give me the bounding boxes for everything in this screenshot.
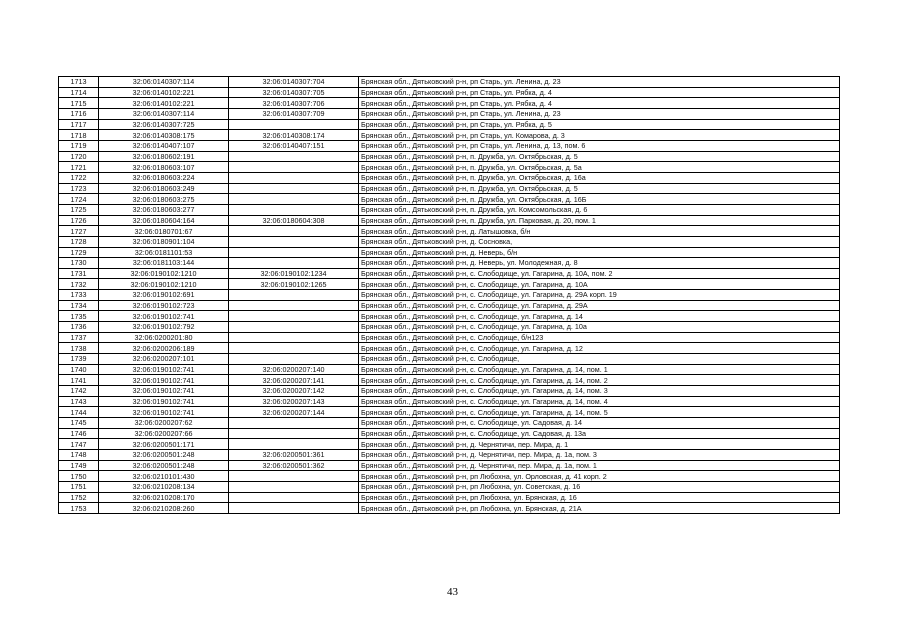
land-cadastral-number-cell: 32:06:0180701:67 bbox=[99, 226, 229, 237]
land-cadastral-number-cell: 32:06:0140407:107 bbox=[99, 140, 229, 151]
land-cadastral-number-cell: 32:06:0200207:101 bbox=[99, 354, 229, 365]
object-cadastral-number-cell bbox=[229, 492, 359, 503]
row-number-cell: 1732 bbox=[59, 279, 99, 290]
object-cadastral-number-cell bbox=[229, 322, 359, 333]
object-cadastral-number-cell bbox=[229, 162, 359, 173]
row-number-cell: 1746 bbox=[59, 428, 99, 439]
land-cadastral-number-cell: 32:06:0190102:741 bbox=[99, 407, 229, 418]
address-cell: Брянская обл., Дятьковский р-н, д. Неверь, б/н bbox=[359, 247, 840, 258]
row-number-cell: 1744 bbox=[59, 407, 99, 418]
row-number-cell: 1734 bbox=[59, 300, 99, 311]
object-cadastral-number-cell bbox=[229, 290, 359, 301]
table-row bbox=[59, 258, 840, 269]
land-cadastral-number-cell: 32:06:0190102:723 bbox=[99, 300, 229, 311]
object-cadastral-number-cell: 32:06:0140407:151 bbox=[229, 140, 359, 151]
table-row bbox=[59, 300, 840, 311]
table-row bbox=[59, 77, 840, 88]
row-number-cell: 1753 bbox=[59, 503, 99, 514]
row-number-cell: 1719 bbox=[59, 140, 99, 151]
row-number-cell: 1733 bbox=[59, 290, 99, 301]
land-cadastral-number-cell: 32:06:0180603:224 bbox=[99, 172, 229, 183]
object-cadastral-number-cell bbox=[229, 354, 359, 365]
table-row bbox=[59, 354, 840, 365]
land-cadastral-number-cell: 32:06:0190102:741 bbox=[99, 396, 229, 407]
address-cell: Брянская обл., Дятьковский р-н, рп Старь, ул. Комарова, д. 3 bbox=[359, 130, 840, 141]
table-row bbox=[59, 108, 840, 119]
land-cadastral-number-cell: 32:06:0180603:249 bbox=[99, 183, 229, 194]
object-cadastral-number-cell bbox=[229, 332, 359, 343]
table-row bbox=[59, 204, 840, 215]
land-cadastral-number-cell: 32:06:0200501:248 bbox=[99, 449, 229, 460]
row-number-cell: 1737 bbox=[59, 332, 99, 343]
object-cadastral-number-cell bbox=[229, 194, 359, 205]
address-cell: Брянская обл., Дятьковский р-н, с. Слободище, ул. Садовая, д. 13а bbox=[359, 428, 840, 439]
address-cell: Брянская обл., Дятьковский р-н, рп Старь, ул. Рябка, д. 4 bbox=[359, 87, 840, 98]
page-number: 43 bbox=[447, 586, 458, 598]
land-cadastral-number-cell: 32:06:0140307:114 bbox=[99, 108, 229, 119]
table-row bbox=[59, 364, 840, 375]
property-registry-table bbox=[58, 76, 840, 514]
object-cadastral-number-cell bbox=[229, 343, 359, 354]
table-row bbox=[59, 322, 840, 333]
object-cadastral-number-cell: 32:06:0140308:174 bbox=[229, 130, 359, 141]
address-cell: Брянская обл., Дятьковский р-н, рп Старь, ул. Ленина, д. 13, пом. 6 bbox=[359, 140, 840, 151]
row-number-cell: 1745 bbox=[59, 418, 99, 429]
table-row bbox=[59, 268, 840, 279]
object-cadastral-number-cell bbox=[229, 418, 359, 429]
table-row bbox=[59, 375, 840, 386]
table-row bbox=[59, 162, 840, 173]
table-row bbox=[59, 439, 840, 450]
address-cell: Брянская обл., Дятьковский р-н, д. Чернятичи, пер. Мира, д. 1а, пом. 1 bbox=[359, 460, 840, 471]
land-cadastral-number-cell: 32:06:0190102:741 bbox=[99, 386, 229, 397]
row-number-cell: 1731 bbox=[59, 268, 99, 279]
land-cadastral-number-cell: 32:06:0180604:164 bbox=[99, 215, 229, 226]
land-cadastral-number-cell: 32:06:0190102:1210 bbox=[99, 279, 229, 290]
land-cadastral-number-cell: 32:06:0140102:221 bbox=[99, 98, 229, 109]
row-number-cell: 1738 bbox=[59, 343, 99, 354]
land-cadastral-number-cell: 32:06:0200207:62 bbox=[99, 418, 229, 429]
address-cell: Брянская обл., Дятьковский р-н, с. Слободище, ул. Гагарина, д. 14 bbox=[359, 311, 840, 322]
address-cell: Брянская обл., Дятьковский р-н, с. Слободище, ул. Гагарина, д. 12 bbox=[359, 343, 840, 354]
land-cadastral-number-cell: 32:06:0200501:248 bbox=[99, 460, 229, 471]
row-number-cell: 1716 bbox=[59, 108, 99, 119]
object-cadastral-number-cell bbox=[229, 183, 359, 194]
address-cell: Брянская обл., Дятьковский р-н, д. Неверь, ул. Молодежная, д. 8 bbox=[359, 258, 840, 269]
land-cadastral-number-cell: 32:06:0190102:691 bbox=[99, 290, 229, 301]
table-row bbox=[59, 226, 840, 237]
table-row bbox=[59, 460, 840, 471]
land-cadastral-number-cell: 32:06:0210208:134 bbox=[99, 481, 229, 492]
address-cell: Брянская обл., Дятьковский р-н, п. Дружба, ул. Октябрьская, д. 16Б bbox=[359, 194, 840, 205]
row-number-cell: 1751 bbox=[59, 481, 99, 492]
row-number-cell: 1726 bbox=[59, 215, 99, 226]
row-number-cell: 1742 bbox=[59, 386, 99, 397]
row-number-cell: 1714 bbox=[59, 87, 99, 98]
land-cadastral-number-cell: 32:06:0140307:114 bbox=[99, 77, 229, 88]
table-row bbox=[59, 151, 840, 162]
row-number-cell: 1747 bbox=[59, 439, 99, 450]
land-cadastral-number-cell: 32:06:0210208:170 bbox=[99, 492, 229, 503]
table-row bbox=[59, 396, 840, 407]
land-cadastral-number-cell: 32:06:0190102:741 bbox=[99, 311, 229, 322]
row-number-cell: 1728 bbox=[59, 236, 99, 247]
object-cadastral-number-cell bbox=[229, 119, 359, 130]
row-number-cell: 1739 bbox=[59, 354, 99, 365]
table-row bbox=[59, 449, 840, 460]
table-row bbox=[59, 503, 840, 514]
table-row bbox=[59, 247, 840, 258]
row-number-cell: 1722 bbox=[59, 172, 99, 183]
row-number-cell: 1715 bbox=[59, 98, 99, 109]
land-cadastral-number-cell: 32:06:0200201:80 bbox=[99, 332, 229, 343]
table-row bbox=[59, 87, 840, 98]
object-cadastral-number-cell: 32:06:0200207:143 bbox=[229, 396, 359, 407]
object-cadastral-number-cell bbox=[229, 481, 359, 492]
object-cadastral-number-cell: 32:06:0200207:144 bbox=[229, 407, 359, 418]
table-row bbox=[59, 471, 840, 482]
table-row bbox=[59, 140, 840, 151]
object-cadastral-number-cell: 32:06:0140307:705 bbox=[229, 87, 359, 98]
table-row bbox=[59, 279, 840, 290]
object-cadastral-number-cell bbox=[229, 236, 359, 247]
land-cadastral-number-cell: 32:06:0180901:104 bbox=[99, 236, 229, 247]
object-cadastral-number-cell bbox=[229, 226, 359, 237]
land-cadastral-number-cell: 32:06:0190102:741 bbox=[99, 364, 229, 375]
address-cell: Брянская обл., Дятьковский р-н, п. Дружба, ул. Октябрьская, д. 16а bbox=[359, 172, 840, 183]
table-row bbox=[59, 215, 840, 226]
table-row bbox=[59, 194, 840, 205]
row-number-cell: 1724 bbox=[59, 194, 99, 205]
object-cadastral-number-cell: 32:06:0200207:141 bbox=[229, 375, 359, 386]
address-cell: Брянская обл., Дятьковский р-н, с. Слободище, ул. Гагарина, д. 14, пом. 5 bbox=[359, 407, 840, 418]
row-number-cell: 1750 bbox=[59, 471, 99, 482]
table-row bbox=[59, 172, 840, 183]
table-row bbox=[59, 492, 840, 503]
table-row bbox=[59, 290, 840, 301]
row-number-cell: 1725 bbox=[59, 204, 99, 215]
land-cadastral-number-cell: 32:06:0180603:277 bbox=[99, 204, 229, 215]
address-cell: Брянская обл., Дятьковский р-н, п. Дружба, ул. Октябрьская, д. 5 bbox=[359, 151, 840, 162]
object-cadastral-number-cell: 32:06:0140307:709 bbox=[229, 108, 359, 119]
object-cadastral-number-cell: 32:06:0200207:142 bbox=[229, 386, 359, 397]
table-row bbox=[59, 130, 840, 141]
address-cell: Брянская обл., Дятьковский р-н, рп Старь, ул. Ленина, д. 23 bbox=[359, 108, 840, 119]
object-cadastral-number-cell: 32:06:0200501:361 bbox=[229, 449, 359, 460]
object-cadastral-number-cell bbox=[229, 311, 359, 322]
object-cadastral-number-cell bbox=[229, 503, 359, 514]
row-number-cell: 1730 bbox=[59, 258, 99, 269]
table-row bbox=[59, 428, 840, 439]
object-cadastral-number-cell bbox=[229, 471, 359, 482]
object-cadastral-number-cell: 32:06:0140307:706 bbox=[229, 98, 359, 109]
row-number-cell: 1721 bbox=[59, 162, 99, 173]
object-cadastral-number-cell bbox=[229, 151, 359, 162]
address-cell: Брянская обл., Дятьковский р-н, с. Слободище, ул. Гагарина, д. 10А bbox=[359, 279, 840, 290]
address-cell: Брянская обл., Дятьковский р-н, с. Слободище, ул. Гагарина, д. 14, пом. 4 bbox=[359, 396, 840, 407]
object-cadastral-number-cell: 32:06:0200501:362 bbox=[229, 460, 359, 471]
row-number-cell: 1720 bbox=[59, 151, 99, 162]
object-cadastral-number-cell: 32:06:0190102:1234 bbox=[229, 268, 359, 279]
row-number-cell: 1748 bbox=[59, 449, 99, 460]
row-number-cell: 1717 bbox=[59, 119, 99, 130]
address-cell: Брянская обл., Дятьковский р-н, д. Чернятичи, пер. Мира, д. 1а, пом. 3 bbox=[359, 449, 840, 460]
table-row bbox=[59, 98, 840, 109]
row-number-cell: 1718 bbox=[59, 130, 99, 141]
object-cadastral-number-cell bbox=[229, 439, 359, 450]
table-row bbox=[59, 236, 840, 247]
table-row bbox=[59, 481, 840, 492]
row-number-cell: 1752 bbox=[59, 492, 99, 503]
object-cadastral-number-cell: 32:06:0140307:704 bbox=[229, 77, 359, 88]
land-cadastral-number-cell: 32:06:0180603:275 bbox=[99, 194, 229, 205]
land-cadastral-number-cell: 32:06:0181101:53 bbox=[99, 247, 229, 258]
object-cadastral-number-cell bbox=[229, 247, 359, 258]
address-cell: Брянская обл., Дятьковский р-н, п. Дружба, ул. Октябрьская, д. 5а bbox=[359, 162, 840, 173]
object-cadastral-number-cell: 32:06:0190102:1265 bbox=[229, 279, 359, 290]
object-cadastral-number-cell bbox=[229, 258, 359, 269]
address-cell: Брянская обл., Дятьковский р-н, д. Чернятичи, пер. Мира, д. 1 bbox=[359, 439, 840, 450]
address-cell: Брянская обл., Дятьковский р-н, с. Слободище, ул. Гагарина, д. 10А, пом. 2 bbox=[359, 268, 840, 279]
table-body bbox=[59, 77, 840, 514]
row-number-cell: 1735 bbox=[59, 311, 99, 322]
land-cadastral-number-cell: 32:06:0200207:66 bbox=[99, 428, 229, 439]
address-cell: Брянская обл., Дятьковский р-н, рп Любохна, ул. Брянская, д. 21А bbox=[359, 503, 840, 514]
address-cell: Брянская обл., Дятьковский р-н, с. Слободище, ул. Гагарина, д. 29А корп. 19 bbox=[359, 290, 840, 301]
table-row bbox=[59, 183, 840, 194]
land-cadastral-number-cell: 32:06:0190102:792 bbox=[99, 322, 229, 333]
land-cadastral-number-cell: 32:06:0181103:144 bbox=[99, 258, 229, 269]
address-cell: Брянская обл., Дятьковский р-н, с. Слободище, ул. Гагарина, д. 14, пом. 2 bbox=[359, 375, 840, 386]
table-row bbox=[59, 407, 840, 418]
land-cadastral-number-cell: 32:06:0200206:189 bbox=[99, 343, 229, 354]
address-cell: Брянская обл., Дятьковский р-н, рп Старь, ул. Рябка, д. 4 bbox=[359, 98, 840, 109]
land-cadastral-number-cell: 32:06:0210208:260 bbox=[99, 503, 229, 514]
table-row bbox=[59, 119, 840, 130]
address-cell: Брянская обл., Дятьковский р-н, рп Любохна, ул. Орловская, д. 41 корп. 2 bbox=[359, 471, 840, 482]
address-cell: Брянская обл., Дятьковский р-н, п. Дружба, ул. Комсомольская, д. 6 bbox=[359, 204, 840, 215]
row-number-cell: 1741 bbox=[59, 375, 99, 386]
address-cell: Брянская обл., Дятьковский р-н, с. Слободище, ул. Садовая, д. 14 bbox=[359, 418, 840, 429]
row-number-cell: 1743 bbox=[59, 396, 99, 407]
address-cell: Брянская обл., Дятьковский р-н, с. Слободище, bbox=[359, 354, 840, 365]
address-cell: Брянская обл., Дятьковский р-н, п. Дружба, ул. Парковая, д. 20, пом. 1 bbox=[359, 215, 840, 226]
address-cell: Брянская обл., Дятьковский р-н, рп Любохна, ул. Брянская, д. 16 bbox=[359, 492, 840, 503]
table-row bbox=[59, 332, 840, 343]
address-cell: Брянская обл., Дятьковский р-н, рп Старь, ул. Рябка, д. 5 bbox=[359, 119, 840, 130]
land-cadastral-number-cell: 32:06:0190102:741 bbox=[99, 375, 229, 386]
table-row bbox=[59, 311, 840, 322]
land-cadastral-number-cell: 32:06:0210101:430 bbox=[99, 471, 229, 482]
address-cell: Брянская обл., Дятьковский р-н, п. Дружба, ул. Октябрьская, д. 5 bbox=[359, 183, 840, 194]
address-cell: Брянская обл., Дятьковский р-н, с. Слободище, ул. Гагарина, д. 14, пом. 1 bbox=[359, 364, 840, 375]
object-cadastral-number-cell: 32:06:0200207:140 bbox=[229, 364, 359, 375]
address-cell: Брянская обл., Дятьковский р-н, рп Любохна, ул. Советская, д. 16 bbox=[359, 481, 840, 492]
address-cell: Брянская обл., Дятьковский р-н, с. Слободище, б/н123 bbox=[359, 332, 840, 343]
land-cadastral-number-cell: 32:06:0180602:191 bbox=[99, 151, 229, 162]
object-cadastral-number-cell bbox=[229, 172, 359, 183]
object-cadastral-number-cell bbox=[229, 300, 359, 311]
table-row bbox=[59, 386, 840, 397]
address-cell: Брянская обл., Дятьковский р-н, д. Сосновка, bbox=[359, 236, 840, 247]
address-cell: Брянская обл., Дятьковский р-н, с. Слободище, ул. Гагарина, д. 10а bbox=[359, 322, 840, 333]
object-cadastral-number-cell bbox=[229, 428, 359, 439]
land-cadastral-number-cell: 32:06:0190102:1210 bbox=[99, 268, 229, 279]
address-cell: Брянская обл., Дятьковский р-н, д. Латышовка, б/н bbox=[359, 226, 840, 237]
land-cadastral-number-cell: 32:06:0140308:175 bbox=[99, 130, 229, 141]
land-cadastral-number-cell: 32:06:0140102:221 bbox=[99, 87, 229, 98]
row-number-cell: 1740 bbox=[59, 364, 99, 375]
land-cadastral-number-cell: 32:06:0140307:725 bbox=[99, 119, 229, 130]
row-number-cell: 1713 bbox=[59, 77, 99, 88]
land-cadastral-number-cell: 32:06:0200501:171 bbox=[99, 439, 229, 450]
row-number-cell: 1723 bbox=[59, 183, 99, 194]
object-cadastral-number-cell bbox=[229, 204, 359, 215]
land-cadastral-number-cell: 32:06:0180603:107 bbox=[99, 162, 229, 173]
address-cell: Брянская обл., Дятьковский р-н, с. Слободище, ул. Гагарина, д. 29А bbox=[359, 300, 840, 311]
address-cell: Брянская обл., Дятьковский р-н, с. Слободище, ул. Гагарина, д. 14, пом. 3 bbox=[359, 386, 840, 397]
row-number-cell: 1749 bbox=[59, 460, 99, 471]
address-cell: Брянская обл., Дятьковский р-н, рп Старь, ул. Ленина, д. 23 bbox=[359, 77, 840, 88]
row-number-cell: 1727 bbox=[59, 226, 99, 237]
row-number-cell: 1729 bbox=[59, 247, 99, 258]
object-cadastral-number-cell: 32:06:0180604:308 bbox=[229, 215, 359, 226]
table-row bbox=[59, 418, 840, 429]
table-row bbox=[59, 343, 840, 354]
row-number-cell: 1736 bbox=[59, 322, 99, 333]
